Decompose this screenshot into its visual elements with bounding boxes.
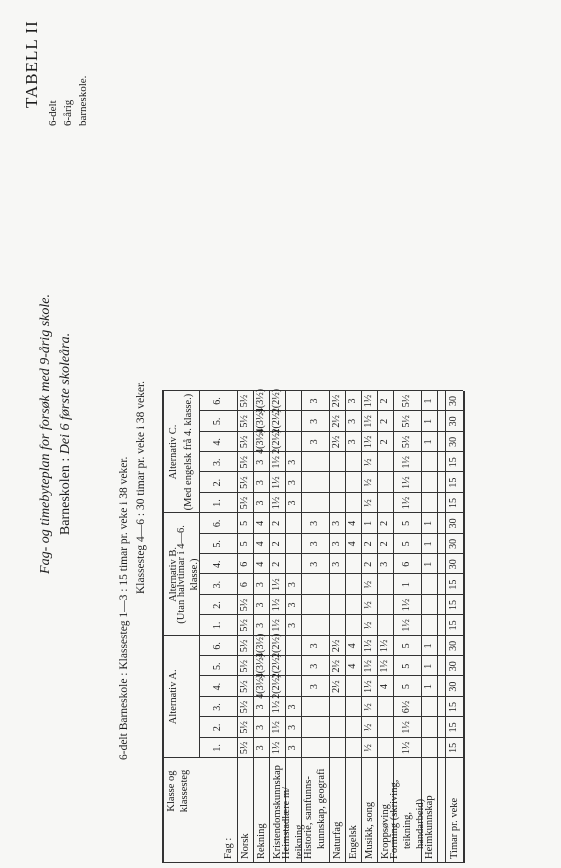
side-note-1: 6-delt	[47, 100, 59, 126]
table-cell: 3	[331, 520, 342, 526]
table-cell	[421, 717, 437, 737]
table-cell: 3	[255, 622, 266, 628]
table-cell: 3	[287, 459, 298, 465]
table-cell: 5½	[239, 619, 250, 632]
subject-label-line: Naturfag	[331, 821, 343, 859]
alternative-b-heading: Alternativ B.	[167, 547, 179, 602]
table-cell	[377, 472, 393, 492]
table-cell: 1	[423, 418, 434, 424]
table-cell: 1½	[363, 394, 374, 408]
table-cell: 5½	[239, 700, 250, 714]
table-cell: 1½	[401, 619, 412, 632]
grade-header: 1.	[212, 621, 223, 630]
table-cell	[285, 676, 301, 696]
table-cell	[345, 595, 361, 615]
body-bottom-rule	[437, 391, 438, 863]
grade-header: 1.	[212, 744, 223, 752]
table-cell: 3	[287, 602, 298, 608]
table-cell	[301, 452, 329, 472]
table-cell: 2½	[331, 680, 342, 693]
table-cell: 1½	[363, 435, 374, 449]
table-cell	[421, 574, 437, 594]
table-cell: 1	[423, 398, 434, 404]
table-cell: ½	[363, 621, 374, 630]
table-cell: 1	[423, 643, 434, 649]
table-cell: ½	[363, 723, 374, 732]
table-cell	[345, 717, 361, 737]
table-cell: 3	[347, 398, 358, 404]
table-cell	[301, 738, 329, 758]
table-cell: 2½	[331, 394, 342, 408]
table-cell: 1½	[363, 415, 374, 428]
alternative-a-heading: Alternativ A.	[167, 669, 179, 725]
subject-label-line: kunnskap, geografi	[316, 768, 327, 849]
table-cell	[377, 717, 393, 737]
table-cell: 5	[239, 520, 250, 526]
grade-header: 4.	[212, 682, 223, 691]
table-cell	[285, 636, 301, 656]
table-cell: 1	[423, 684, 434, 690]
table-cell: 4	[255, 541, 266, 547]
table-cell: 2(2½)	[271, 633, 282, 658]
table-cell: 1	[423, 520, 434, 526]
table-cell	[345, 452, 361, 472]
table-cell: 2	[379, 418, 390, 424]
table-cell	[345, 493, 361, 513]
alternative-c-heading: Alternativ C.	[167, 424, 179, 480]
subject-label-line: Rekning	[255, 823, 267, 859]
table-cell: 6½	[401, 700, 412, 714]
table-cell: 4	[347, 541, 358, 547]
table-cell: 1	[401, 582, 412, 588]
table-cell: 3	[287, 622, 298, 628]
total-cell: 30	[448, 416, 459, 427]
table-cell	[377, 452, 393, 472]
table-cell: 3	[309, 520, 320, 526]
table-cell	[301, 595, 329, 615]
table-cell: 1½	[271, 741, 282, 755]
grade-header: 2.	[212, 601, 223, 609]
table-cell	[301, 574, 329, 594]
table-cell	[285, 656, 301, 676]
table-cell: 4(3½)	[255, 429, 266, 454]
table-cell: 3	[331, 541, 342, 547]
table-cell: 2(2½)	[271, 654, 282, 679]
table-cell: 4(3½)	[255, 388, 266, 414]
table-cell: 3	[379, 561, 390, 567]
table-cell: 4(3½)	[255, 654, 266, 679]
corner-label-mid: klassesteg	[178, 769, 190, 813]
table-cell	[421, 452, 437, 472]
table-cell: ½	[363, 601, 374, 609]
table-cell	[377, 493, 393, 513]
subject-label	[301, 760, 329, 859]
table-cell: 2	[379, 520, 390, 526]
table-cell	[345, 676, 361, 696]
subject-label	[281, 760, 305, 859]
table-cell: 1½	[271, 700, 282, 714]
table-cell: 1½	[271, 578, 282, 591]
table-cell: 1	[423, 439, 434, 445]
table-cell	[285, 534, 301, 554]
subtitle-school: Barneskolen :	[58, 457, 73, 536]
side-note-3: barneskole.	[77, 75, 89, 126]
subject-label-line: Historie, samfunns-	[303, 776, 314, 859]
subject-label-line: Engelsk	[347, 825, 359, 859]
table-cell: 2	[271, 561, 282, 567]
subject-label-line: Musikk, song	[363, 801, 375, 859]
table-cell: 5½	[239, 741, 250, 755]
subject-label-line: Heimkunnskap	[423, 795, 435, 859]
table-cell: 1½	[363, 680, 374, 693]
table-cell: 6	[239, 582, 250, 588]
table-cell: 5½	[401, 415, 412, 428]
table-cell: 3	[309, 439, 320, 445]
table-cell: ½	[363, 744, 374, 752]
table-cell	[285, 554, 301, 574]
table-cell: 4	[379, 684, 390, 690]
table-cell: 5½	[239, 598, 250, 612]
table-cell: 4	[255, 520, 266, 526]
table-cell: 1½	[271, 476, 282, 489]
table-cell: 2(2½)	[271, 388, 282, 414]
grade-header: 3.	[212, 703, 223, 711]
table-cell: 1½	[271, 619, 282, 632]
subject-label	[345, 760, 361, 859]
table-cell: 4	[347, 643, 358, 649]
table-cell: 5½	[239, 659, 250, 673]
table-cell: 2(2½)	[271, 674, 282, 699]
table-cell: 4(3½)	[255, 633, 266, 658]
table-cell: 2	[379, 439, 390, 445]
document-title: Fag- og timebyteplan for forsøk med 9-årig skole.	[38, 294, 53, 574]
table-cell: 1½	[271, 721, 282, 734]
table-cell: 3	[347, 439, 358, 445]
table-cell	[329, 697, 345, 717]
table-cell	[301, 472, 329, 492]
total-cell: 15	[448, 620, 459, 631]
total-cell: 15	[448, 457, 459, 468]
table-cell: 2	[271, 541, 282, 547]
table-cell: ½	[363, 703, 374, 711]
total-cell: 30	[448, 396, 459, 407]
table-cell	[421, 738, 437, 758]
alternative-c-note: (Med engelsk frå 4. klasse.)	[182, 393, 194, 511]
table-cell	[377, 595, 393, 615]
total-cell: 15	[448, 600, 459, 611]
table-cell	[301, 615, 329, 635]
table-cell: 1½	[379, 639, 390, 653]
table-cell: 3	[309, 398, 320, 404]
subject-label	[329, 760, 345, 859]
side-note-2: 6-årig	[62, 99, 74, 126]
corner-label-top: Klasse og	[165, 770, 177, 812]
table-cell: 3	[347, 418, 358, 424]
table-cell: 5½	[239, 476, 250, 489]
table-cell: 2	[363, 541, 374, 547]
table-cell: 2½	[331, 639, 342, 653]
table-cell: 5½	[239, 394, 250, 408]
table-cell: 3	[255, 602, 266, 608]
table-cell	[329, 717, 345, 737]
total-cell: 30	[448, 518, 459, 529]
total-cell: 30	[448, 559, 459, 570]
table-cell: 1½	[271, 598, 282, 612]
table-cell: 3	[255, 500, 266, 506]
grade-header: 2.	[212, 723, 223, 732]
table-cell: 3	[309, 663, 320, 669]
school-line-2: Klassesteg 4—6 : 30 timar pr. veke i 38 veker.	[135, 380, 147, 594]
table-cell	[345, 472, 361, 492]
table-cell: 3	[287, 745, 298, 751]
table-cell	[285, 513, 301, 533]
table-cell: 2½	[331, 659, 342, 673]
table-cell: 5½	[239, 680, 250, 693]
table-cell	[345, 697, 361, 717]
subject-label-line: Kroppsøving	[379, 804, 391, 859]
grade-header: 5.	[212, 417, 223, 426]
table-cell: 2½	[331, 435, 342, 449]
school-line-1: 6-delt Barneskole : Klassesteg 1—3 : 15 timar pr. veke i 38 veker.	[118, 456, 130, 760]
table-cell	[301, 493, 329, 513]
table-cell	[377, 574, 393, 594]
total-cell: 15	[448, 477, 459, 488]
grade-header: 2.	[212, 478, 223, 487]
table-cell	[329, 493, 345, 513]
subject-label-line: Heimstadlære m/ teikning	[281, 786, 305, 859]
table-cell: 3	[287, 724, 298, 730]
table-cell: 5½	[239, 415, 250, 428]
table-cell: 4	[347, 663, 358, 669]
total-cell: 15	[448, 722, 459, 733]
table-cell: 3	[287, 480, 298, 486]
table-cell	[345, 738, 361, 758]
table-cell: 2½	[331, 415, 342, 428]
grade-header: 3.	[212, 580, 223, 589]
table-cell: 5½	[401, 394, 412, 408]
table-cell	[377, 697, 393, 717]
table-cell: 1½	[271, 496, 282, 510]
grade-header: 6.	[212, 519, 223, 528]
table-cell: 4	[347, 520, 358, 526]
table-cell: 3	[255, 480, 266, 486]
table-cell	[345, 554, 361, 574]
table-cell	[301, 697, 329, 717]
table-cell: 3	[287, 704, 298, 710]
table-cell: ½	[363, 478, 374, 487]
table-cell: 3	[287, 582, 298, 588]
total-cell: 30	[448, 640, 459, 651]
table-cell	[421, 697, 437, 717]
table-cell: 5	[401, 541, 412, 547]
subtitle-years: Dei 6 første skoleåra.	[58, 332, 73, 455]
table-cell	[329, 595, 345, 615]
table-cell: 3	[255, 724, 266, 730]
total-cell: 30	[448, 681, 459, 692]
table-cell: 1	[363, 520, 374, 526]
table-cell: 2(2½)	[271, 409, 282, 434]
subject-label	[388, 760, 426, 859]
table-cell: 3	[309, 561, 320, 567]
table-cell: 5	[401, 520, 412, 526]
table-cell: 1½	[271, 455, 282, 469]
table-cell: 2	[379, 398, 390, 404]
total-label: Timar pr. veke	[448, 797, 460, 859]
table-cell: 5½	[239, 435, 250, 449]
table-cell: 1½	[401, 476, 412, 489]
subject-label	[361, 760, 377, 859]
table-cell: 6	[239, 561, 250, 567]
table-cell: 1	[423, 541, 434, 547]
table-cell: 3	[255, 582, 266, 588]
table-cell: 3	[309, 684, 320, 690]
table-cell: 3	[287, 500, 298, 506]
table-cell: 1½	[401, 721, 412, 734]
total-cell: 15	[448, 702, 459, 713]
table-cell: 3	[309, 418, 320, 424]
table-cell: 1½	[401, 496, 412, 510]
document-subtitle	[58, 0, 74, 868]
table-cell: 3	[255, 704, 266, 710]
table-cell: ½	[363, 580, 374, 589]
table-cell	[421, 472, 437, 492]
grade-header: 6.	[212, 397, 223, 405]
table-cell: 3	[331, 561, 342, 567]
table-cell: ½	[363, 458, 374, 466]
total-cell: 30	[448, 436, 459, 447]
subject-label-line: Kristendomskunnskap	[271, 765, 283, 859]
table-cell: 5½	[239, 721, 250, 734]
total-cell: 30	[448, 661, 459, 672]
grade-header: 6.	[212, 642, 223, 650]
table-cell: 2(2½)	[271, 429, 282, 454]
table-cell: 4(3½)	[255, 409, 266, 434]
table-cell: 4(3½)	[255, 674, 266, 699]
table-cell: 1½	[379, 659, 390, 673]
table-cell: 5	[401, 663, 412, 669]
table-cell	[285, 432, 301, 452]
table-cell	[421, 615, 437, 635]
table-cell: 5½	[401, 435, 412, 449]
table-cell	[345, 615, 361, 635]
table-cell	[329, 738, 345, 758]
subject-label-line: Forming (skriving,	[388, 779, 400, 859]
table-cell: 5	[401, 643, 412, 649]
grade-header: 5.	[212, 540, 223, 548]
table-cell: 3	[255, 745, 266, 751]
table-cell: 5½	[239, 455, 250, 469]
table-cell: 1½	[363, 639, 374, 653]
table-cell: ½	[363, 499, 374, 507]
timetable-grid	[162, 3, 496, 863]
table-cell	[421, 493, 437, 513]
subject-label-line: Norsk	[239, 833, 251, 859]
table-cell: 5½	[239, 639, 250, 653]
table-cell: 5½	[239, 496, 250, 510]
table-cell	[377, 615, 393, 635]
table-cell: 3	[309, 541, 320, 547]
table-cell: 3	[255, 459, 266, 465]
subject-label	[253, 760, 269, 859]
table-cell	[285, 391, 301, 411]
table-cell	[377, 738, 393, 758]
corner-label-fag: Fag :	[222, 837, 234, 859]
table-cell: 1	[423, 561, 434, 567]
table-cell: 4	[255, 561, 266, 567]
table-cell	[329, 615, 345, 635]
grade-header: 4.	[212, 560, 223, 568]
table-cell: 1½	[363, 659, 374, 673]
table-left-rule	[162, 862, 463, 863]
table-number: TABELL II	[22, 20, 41, 108]
grade-header: 4.	[212, 438, 223, 446]
table-cell: 2	[379, 541, 390, 547]
table-cell: 2	[271, 520, 282, 526]
table-cell	[345, 574, 361, 594]
table-cell	[329, 472, 345, 492]
table-cell: 1½	[401, 741, 412, 755]
table-cell	[329, 452, 345, 472]
total-cell: 15	[448, 579, 459, 590]
table-cell: 5	[401, 684, 412, 690]
table-cell	[301, 717, 329, 737]
grade-header: 3.	[212, 458, 223, 466]
subject-label-line: teikning, handarbeid)	[401, 798, 426, 849]
table-cell: 1½	[401, 455, 412, 469]
subject-label	[421, 760, 437, 859]
table-cell: 6	[401, 561, 412, 567]
table-cell: 2	[363, 561, 374, 567]
table-bottom-rule	[463, 391, 465, 863]
table-cell	[285, 411, 301, 431]
alternative-b-note: (Utan halvtimar i 4—6. klasse.)	[176, 525, 200, 624]
total-cell: 15	[448, 742, 459, 753]
grade-header: 1.	[212, 499, 223, 507]
table-cell: 5	[239, 541, 250, 547]
table-cell	[421, 595, 437, 615]
table-cell: 1	[423, 663, 434, 669]
subject-label	[237, 760, 253, 859]
table-cell	[329, 574, 345, 594]
total-cell: 15	[448, 498, 459, 509]
grade-header: 5.	[212, 662, 223, 670]
table-cell: 3	[309, 643, 320, 649]
table-cell: 1½	[401, 598, 412, 612]
total-cell: 30	[448, 538, 459, 549]
